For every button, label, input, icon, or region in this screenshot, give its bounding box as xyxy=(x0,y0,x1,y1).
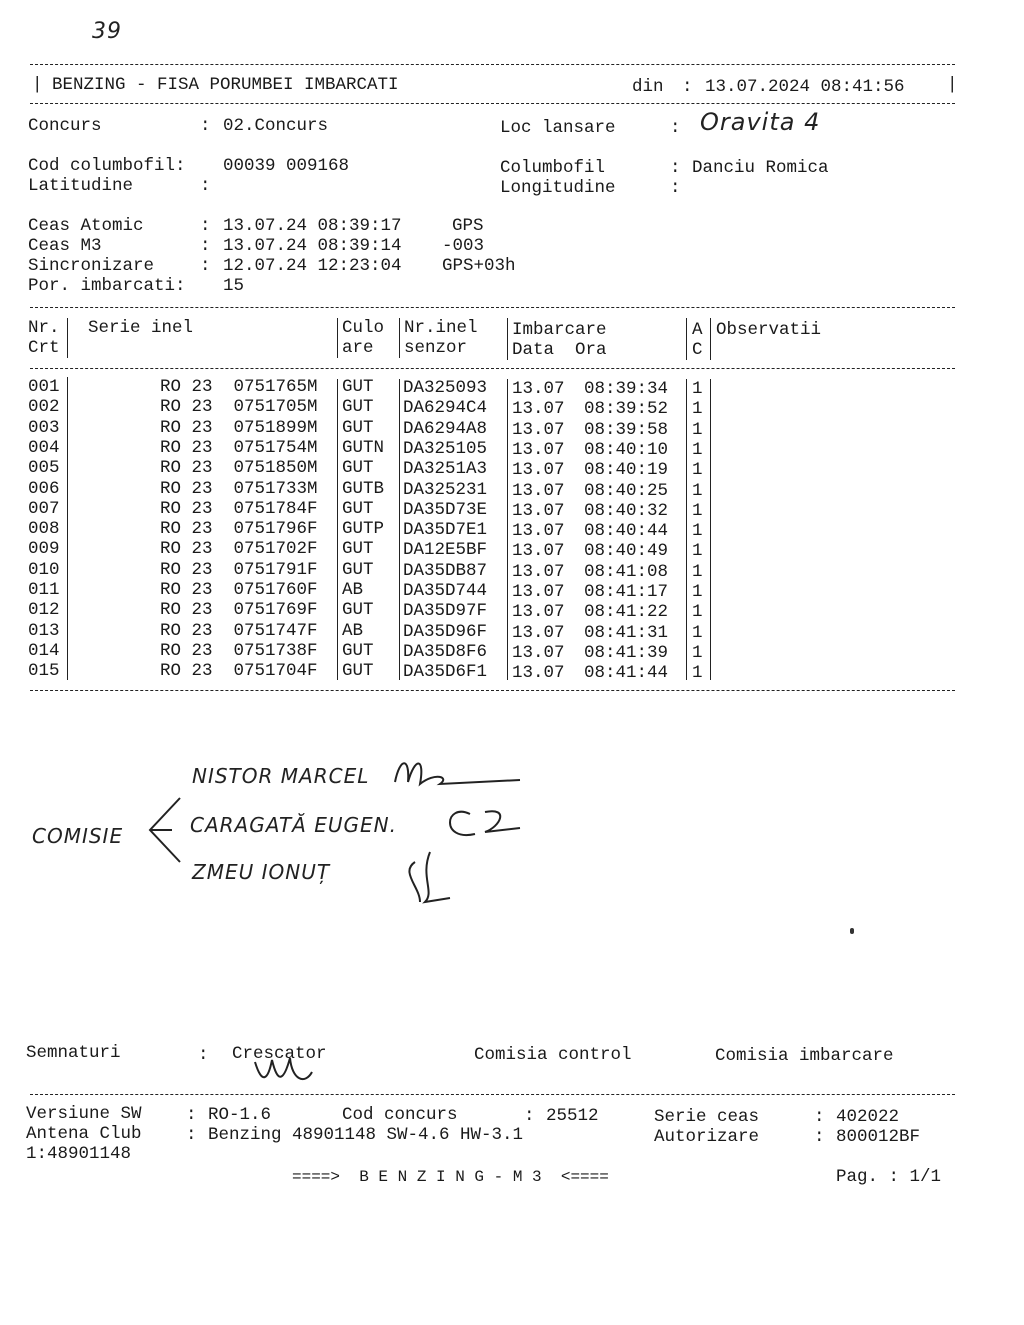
table-row xyxy=(0,519,1024,542)
column-divider xyxy=(399,379,400,680)
cell-ora: 08:39:52 xyxy=(584,399,669,420)
column-divider xyxy=(67,318,68,358)
table-row xyxy=(0,560,1024,580)
col-header-culoare-2: are xyxy=(342,338,374,358)
cell-serie-inel: RO 23 0751733M xyxy=(160,478,318,499)
ceas-atomic-label: Ceas Atomic xyxy=(28,216,144,236)
cell-serie-inel: RO 23 0751704F xyxy=(160,661,318,682)
cell-serie-inel: RO 23 0751791F xyxy=(160,559,318,580)
cell-data: 13.07 xyxy=(512,379,565,399)
cell-nr-inel-senzor: DA35D7E1 xyxy=(403,520,488,541)
column-divider xyxy=(507,379,508,680)
colon: : xyxy=(200,216,211,236)
cell-nr-inel-senzor: DA35D96F xyxy=(403,621,488,642)
cell-serie-inel: RO 23 0751784F xyxy=(160,498,318,519)
col-header-nrinel-1: Nr.inel xyxy=(404,318,478,338)
cell-ora: 08:40:25 xyxy=(584,480,669,501)
cell-nr-inel-senzor: DA325105 xyxy=(403,438,488,459)
col-header-c: C xyxy=(692,340,703,360)
cell-data: 13.07 xyxy=(512,419,565,440)
cell-nr: 008 xyxy=(28,519,60,540)
cell-serie-inel: RO 23 0751760F xyxy=(160,580,318,600)
cell-ac: 1 xyxy=(692,379,703,399)
cell-ac: 1 xyxy=(692,419,703,440)
divider xyxy=(30,64,955,65)
cell-ac: 1 xyxy=(692,480,703,501)
cell-nr-inel-senzor: DA35D6F1 xyxy=(403,662,488,683)
serie-ceas-value: 402022 xyxy=(836,1107,900,1127)
cell-nr-inel-senzor: DA35D8F6 xyxy=(403,641,488,662)
handwritten-signatures xyxy=(390,752,530,912)
cell-serie-inel: RO 23 0751747F xyxy=(160,620,318,641)
loc-lansare-handwritten: Oravita 4 xyxy=(700,108,821,136)
cell-culoare: GUT xyxy=(342,600,374,621)
cell-ac: 1 xyxy=(692,642,703,663)
ceas-atomic-source: GPS xyxy=(452,216,484,236)
cell-ora: 08:41:39 xyxy=(584,642,669,663)
ceas-m3-value: 13.07.24 08:39:14 xyxy=(223,236,402,256)
cell-nr: 011 xyxy=(28,580,60,600)
cell-ora: 08:40:44 xyxy=(584,521,669,542)
cell-ac: 1 xyxy=(692,622,703,643)
table-row xyxy=(0,580,1024,600)
divider xyxy=(30,690,955,691)
column-divider xyxy=(507,318,508,360)
cell-ora: 08:40:32 xyxy=(584,500,669,521)
columbofil-value: Danciu Romica xyxy=(692,158,829,178)
colon: : xyxy=(200,236,211,256)
cell-serie-inel: RO 23 0751765M xyxy=(160,377,318,397)
porumbei-imbarcati-value: 15 xyxy=(223,276,245,296)
document-title: BENZING - FISA PORUMBEI IMBARCATI xyxy=(52,75,399,95)
cell-serie-inel: RO 23 0751702F xyxy=(160,539,318,560)
col-header-nr: Nr. xyxy=(28,318,60,338)
cell-ora: 08:39:34 xyxy=(584,379,669,399)
cell-data: 13.07 xyxy=(512,622,565,643)
serie-ceas-label: Serie ceas xyxy=(654,1107,760,1127)
cell-data: 13.07 xyxy=(512,480,565,501)
date-colon: : xyxy=(682,77,693,97)
table-row xyxy=(0,641,1024,661)
cell-culoare: GUT xyxy=(342,397,374,418)
colon: : xyxy=(670,118,681,138)
colon: : xyxy=(670,158,681,178)
club-id: 1:48901148 xyxy=(26,1144,132,1164)
cell-nr-inel-senzor: DA325093 xyxy=(403,378,488,398)
brand-banner: ====> B E N Z I N G - M 3 <==== xyxy=(292,1168,609,1186)
cell-data: 13.07 xyxy=(512,602,565,623)
cell-nr: 002 xyxy=(28,397,60,418)
cell-culoare: GUTP xyxy=(342,519,385,540)
col-header-serie: Serie inel xyxy=(88,318,194,338)
cell-serie-inel: RO 23 0751796F xyxy=(160,519,318,540)
cell-nr: 009 xyxy=(28,539,60,560)
cell-nr-inel-senzor: DA325231 xyxy=(403,479,488,500)
brace-arrow-icon xyxy=(140,790,190,870)
cell-ac: 1 xyxy=(692,663,703,684)
cell-culoare: GUT xyxy=(342,559,374,580)
cell-culoare: GUTB xyxy=(342,478,385,499)
cell-ac: 1 xyxy=(692,460,703,481)
col-header-nrinel-2: senzor xyxy=(404,338,468,358)
versiune-sw-label: Versiune SW xyxy=(26,1104,142,1124)
cell-ora: 08:40:19 xyxy=(584,460,669,481)
cell-ora: 08:41:22 xyxy=(584,602,669,623)
cod-concurs-label: Cod concurs xyxy=(342,1105,458,1125)
divider xyxy=(30,368,955,369)
column-divider xyxy=(67,377,68,680)
autorizare-label: Autorizare xyxy=(654,1127,760,1147)
cell-nr-inel-senzor: DA6294C4 xyxy=(403,398,488,419)
cod-columbofil-value: 00039 009168 xyxy=(223,156,350,176)
col-header-crt: Crt xyxy=(28,338,60,358)
ceas-m3-offset: -003 xyxy=(442,236,485,256)
sincronizare-source: GPS+03h xyxy=(442,256,516,276)
table-row xyxy=(0,458,1024,481)
cell-ac: 1 xyxy=(692,521,703,542)
antena-club-label: Antena Club xyxy=(26,1124,142,1144)
cell-nr-inel-senzor: DA35D73E xyxy=(403,499,488,520)
crescator-label: Crescator xyxy=(232,1044,327,1064)
divider xyxy=(30,307,955,308)
cell-nr: 004 xyxy=(28,437,60,458)
semnaturi-label: Semnaturi xyxy=(26,1043,121,1063)
table-row xyxy=(0,479,1024,499)
cell-data: 13.07 xyxy=(512,541,565,562)
ceas-atomic-value: 13.07.24 08:39:17 xyxy=(223,216,402,236)
colon: : xyxy=(186,1125,197,1145)
cell-nr: 010 xyxy=(28,559,60,580)
colon: : xyxy=(200,256,211,276)
cell-ac: 1 xyxy=(692,582,703,602)
cell-ora: 08:41:08 xyxy=(584,561,669,582)
table-row xyxy=(0,377,1024,397)
cell-ac: 1 xyxy=(692,399,703,420)
cell-serie-inel: RO 23 0751850M xyxy=(160,458,318,479)
cell-data: 13.07 xyxy=(512,663,565,684)
cell-nr-inel-senzor: DA35D97F xyxy=(403,601,488,622)
cell-ora: 08:41:31 xyxy=(584,622,669,643)
colon: : xyxy=(186,1105,197,1125)
cell-culoare: GUT xyxy=(342,498,374,519)
col-header-a: A xyxy=(692,320,703,340)
column-divider xyxy=(710,318,711,360)
col-header-data-ora: Data Ora xyxy=(512,340,607,360)
cell-nr-inel-senzor: DA35DB87 xyxy=(403,560,488,581)
cell-culoare: AB xyxy=(342,620,364,641)
cell-nr: 005 xyxy=(28,458,60,479)
cell-ac: 1 xyxy=(692,561,703,582)
ink-spot xyxy=(850,928,854,934)
loc-lansare-label: Loc lansare xyxy=(500,118,616,138)
columbofil-label: Columbofil xyxy=(500,158,606,178)
cell-culoare: GUT xyxy=(342,640,374,661)
cell-culoare: AB xyxy=(342,580,364,600)
autorizare-value: 800012BF xyxy=(836,1127,921,1147)
colon: : xyxy=(814,1107,825,1127)
header-right-bar: | xyxy=(947,75,958,95)
col-header-observatii: Observatii xyxy=(716,320,822,340)
cell-nr: 007 xyxy=(28,498,60,519)
cell-nr: 003 xyxy=(28,417,60,438)
column-divider xyxy=(337,318,338,358)
cell-ac: 1 xyxy=(692,541,703,562)
cell-culoare: GUTN xyxy=(342,437,385,458)
table-row xyxy=(0,661,1024,684)
versiune-sw-value: RO-1.6 xyxy=(208,1105,272,1125)
cell-data: 13.07 xyxy=(512,582,565,602)
cell-data: 13.07 xyxy=(512,500,565,521)
latitudine-label: Latitudine xyxy=(28,176,134,196)
cell-nr: 015 xyxy=(28,661,60,682)
cell-serie-inel: RO 23 0751738F xyxy=(160,640,318,661)
cell-nr-inel-senzor: DA12E5BF xyxy=(403,540,488,561)
table-row xyxy=(0,621,1024,641)
cell-ora: 08:40:10 xyxy=(584,439,669,460)
column-divider xyxy=(399,318,400,358)
col-header-culoare-1: Culo xyxy=(342,318,385,338)
cell-serie-inel: RO 23 0751705M xyxy=(160,397,318,418)
cell-nr-inel-senzor: DA6294A8 xyxy=(403,418,488,439)
sincronizare-label: Sincronizare xyxy=(28,256,155,276)
cell-ora: 08:40:49 xyxy=(584,541,669,562)
crescator-signature xyxy=(250,1050,320,1090)
comisie-handwritten: COMISIE xyxy=(32,824,124,848)
header-left-bar: | xyxy=(32,75,43,95)
table-row xyxy=(0,438,1024,458)
cell-nr: 006 xyxy=(28,478,60,499)
porumbei-imbarcati-label: Por. imbarcati: xyxy=(28,276,186,296)
cell-ac: 1 xyxy=(692,602,703,623)
cell-data: 13.07 xyxy=(512,460,565,481)
cell-nr-inel-senzor: DA35D744 xyxy=(403,581,488,601)
cell-nr-inel-senzor: DA3251A3 xyxy=(403,459,488,480)
cell-culoare: GUT xyxy=(342,377,374,397)
colon: : xyxy=(200,116,211,136)
cell-culoare: GUT xyxy=(342,661,374,682)
commission-member-2: CARAGATĂ EUGEN. xyxy=(190,813,397,837)
antena-club-value: Benzing 48901148 SW-4.6 HW-3.1 xyxy=(208,1125,524,1145)
cell-data: 13.07 xyxy=(512,439,565,460)
cell-data: 13.07 xyxy=(512,561,565,582)
cell-data: 13.07 xyxy=(512,399,565,420)
date-value: 13.07.2024 08:41:56 xyxy=(705,77,905,97)
colon: : xyxy=(670,178,681,198)
date-label: din xyxy=(632,77,664,97)
cod-columbofil-label: Cod columbofil: xyxy=(28,156,186,176)
colon: : xyxy=(198,1045,209,1065)
cell-serie-inel: RO 23 0751754M xyxy=(160,437,318,458)
comisia-control-label: Comisia control xyxy=(474,1045,632,1065)
page-indicator: Pag. : 1/1 xyxy=(836,1167,942,1187)
colon: : xyxy=(200,176,211,196)
col-header-imbarcare: Imbarcare xyxy=(512,320,607,340)
cell-nr: 013 xyxy=(28,620,60,641)
cell-ac: 1 xyxy=(692,439,703,460)
table-row xyxy=(0,397,1024,420)
table-row xyxy=(0,539,1024,562)
cell-serie-inel: RO 23 0751899M xyxy=(160,417,318,438)
column-divider xyxy=(337,379,338,680)
handwritten-page-number: 39 xyxy=(92,19,122,44)
table-row xyxy=(0,600,1024,623)
concurs-label: Concurs xyxy=(28,116,102,136)
table-row xyxy=(0,418,1024,438)
cell-ora: 08:41:17 xyxy=(584,582,669,602)
column-divider xyxy=(710,379,711,680)
cell-nr: 012 xyxy=(28,600,60,621)
cell-nr: 001 xyxy=(28,377,60,397)
column-divider xyxy=(686,318,687,360)
colon: : xyxy=(524,1106,535,1126)
divider xyxy=(30,103,955,104)
cell-data: 13.07 xyxy=(512,521,565,542)
cell-culoare: GUT xyxy=(342,539,374,560)
cell-serie-inel: RO 23 0751769F xyxy=(160,600,318,621)
commission-member-1: NISTOR MARCEL xyxy=(192,764,370,788)
cell-nr: 014 xyxy=(28,640,60,661)
concurs-value: 02.Concurs xyxy=(223,116,329,136)
column-divider xyxy=(686,379,687,680)
colon: : xyxy=(814,1127,825,1147)
cod-concurs-value: 25512 xyxy=(546,1106,599,1126)
ceas-m3-label: Ceas M3 xyxy=(28,236,102,256)
longitudine-label: Longitudine xyxy=(500,178,616,198)
cell-ora: 08:39:58 xyxy=(584,419,669,440)
cell-culoare: GUT xyxy=(342,458,374,479)
cell-culoare: GUT xyxy=(342,417,374,438)
cell-data: 13.07 xyxy=(512,642,565,663)
table-row xyxy=(0,499,1024,519)
cell-ora: 08:41:44 xyxy=(584,663,669,684)
sincronizare-value: 12.07.24 12:23:04 xyxy=(223,256,402,276)
comisia-imbarcare-label: Comisia imbarcare xyxy=(715,1046,894,1066)
divider xyxy=(30,1094,955,1095)
cell-ac: 1 xyxy=(692,500,703,521)
commission-member-3: ZMEU IONUȚ xyxy=(192,860,331,884)
